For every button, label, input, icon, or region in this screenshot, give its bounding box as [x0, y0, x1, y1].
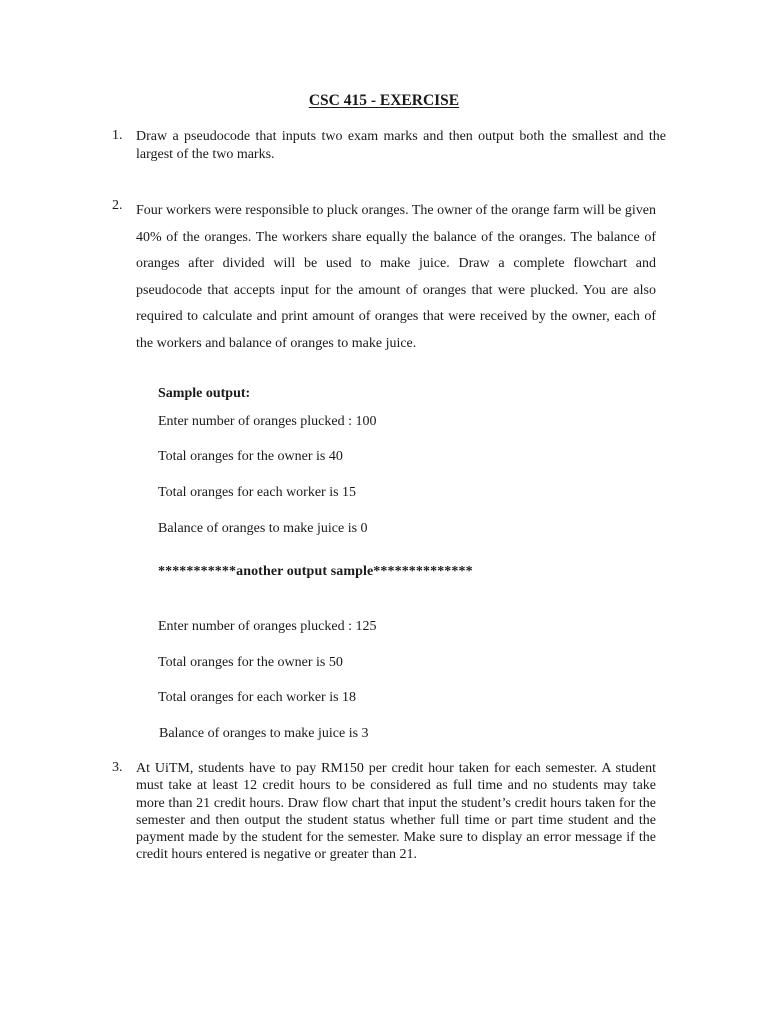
question-number: 1.: [112, 128, 123, 143]
sample-line: Total oranges for the owner is 50: [158, 655, 343, 670]
sample-line: Total oranges for the owner is 40: [158, 449, 343, 464]
sample-line: Balance of oranges to make juice is 3: [159, 726, 369, 741]
question-number: 3.: [112, 760, 123, 775]
sample-line: Total oranges for each worker is 18: [158, 690, 357, 705]
question-text: Draw a pseudocode that inputs two exam marks and then output both the smallest and the largest of the two marks.: [136, 129, 666, 162]
document-title: [0, 92, 768, 110]
sample-line: Balance of oranges to make juice is 0: [158, 521, 368, 536]
sample-output-heading: Sample output:: [158, 386, 251, 401]
question-text: Four workers were responsible to pluck oranges. The owner of the orange farm will be given 40% of the oranges. The workers share equally the balance of the oranges. The balance of oranges after divided will be used to make juice. Draw a complete flowchart and pseudocode that accepts input for the amount of oranges that were plucked. You are also required to calculate and print amount of oranges that were received by the owner, each of the workers and balance of oranges to make juice.: [136, 203, 656, 351]
sample-line: Enter number of oranges plucked : 125: [158, 619, 377, 634]
sample-line: Total oranges for each worker is 15: [158, 485, 357, 500]
question-number: 2.: [112, 198, 123, 213]
sample-line: Enter number of oranges plucked : 100: [158, 414, 377, 429]
sample-separator: ***********another output sample**************: [158, 564, 473, 579]
document-title-text: CSC 415 - EXERCISE: [308, 92, 460, 109]
question-text: At UiTM, students have to pay RM150 per credit hour taken for each semester. A student must take at least 12 credit hours to be considered as full time and no students may take more than 21 credit hours. Draw flow chart that input the student’s credit hours taken for the semester and then output the student status whether full time or part time student and the payment made by the student for the semester. Make sure to display an error message if the credit hours entered is negative or greater than 21.: [136, 761, 656, 863]
